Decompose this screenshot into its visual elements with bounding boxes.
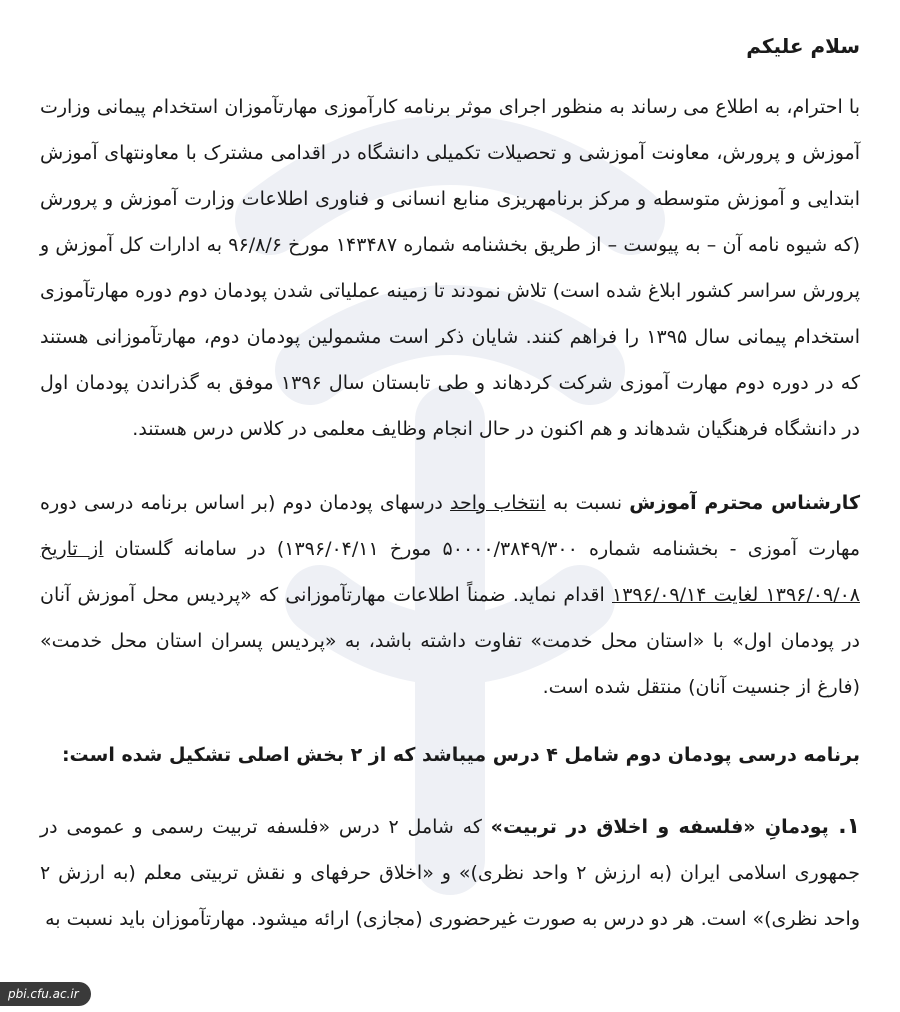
curriculum-heading: برنامه درسی پودمان دوم شامل ۴ درس میباشد که از ۲ بخش اصلی تشکیل شده است: xyxy=(61,744,860,766)
date-range: از تاریخ ۱۳۹۶/۰۹/۰۸ لغایت ۱۳۹۶/۰۹/۱۴ xyxy=(40,538,860,606)
course-selection-term: انتخاب واحد xyxy=(450,492,546,514)
paragraph-text: نسبت به xyxy=(545,492,630,514)
list-item-1 xyxy=(40,804,860,942)
site-badge: pbi.cfu.ac.ir xyxy=(0,982,91,1006)
list-number: ۱. xyxy=(838,814,860,839)
greeting: سلام علیکم xyxy=(746,34,860,58)
module-description: که شامل ۲ درس «فلسفه تربیت رسمی و عمومی در جمهوری اسلامی ایران (به ارزش ۲ واحد نظری)» و «اخلاق حرفهای و نقش تربیتی معلم (به ارزش ۲ واحد نظری)» است. هر دو درس به صورت غیرحضوری (مجازی) ارائه میشود. مهارتآموزان باید نسبت به xyxy=(40,816,861,930)
instruction-paragraph xyxy=(40,480,860,710)
addressee: کارشناس محترم آموزش xyxy=(629,492,860,514)
module-title: پودمانِ «فلسفه و اخلاق در تربیت» xyxy=(490,816,839,838)
paragraph-text: اقدام نماید. ضمناً اطلاعات مهارتآموزانی که «پردیس محل آموزش آنان در پودمان اول» با «استان محل خدمت» تفاوت داشته باشد، به «پردیس پسران استان محل خدمت» (فارغ از جنسیت آنان) منتقل شده است. xyxy=(40,584,860,698)
intro-paragraph: با احترام، به اطلاع می رساند به منظور اجرای موثر برنامه کارآموزی مهارتآموزان استخدام پیمانی وزارت آموزش و پرورش، معاونت آموزشی و تحصیلات تکمیلی دانشگاه در اقدامی مشترک با معاونتهای آموزش ابتدایی و آموزش متوسطه و مرکز برنامهریزی منابع انسانی و فناوری اطلاعات وزارت آموزش و پرورش (که شیوه نامه آن – به پیوست – از طریق بخشنامه شماره ۱۴۳۴۸۷ مورخ ۹۶/۸/۶ به ادارات کل آموزش و پرورش سراسر کشور ابلاغ شده است) تلاش نمودند تا زمینه عملیاتی شدن پودمان دوم دوره مهارتآموزی استخدام پیمانی سال ۱۳۹۵ را فراهم کنند. شایان ذکر است مشمولین پودمان دوم، مهارتآموزانی هستند که در دوره دوم مهارت آموزی شرکت کردهاند و طی تابستان سال ۱۳۹۶ موفق به گذراندن پودمان اول در دانشگاه فرهنگیان شدهاند و هم اکنون در حال انجام وظایف معلمی در کلاس درس هستند. xyxy=(40,96,860,440)
paragraph-text: درسهای پودمان دوم (بر اساس برنامه درسی دوره مهارت آموزی - بخشنامه شماره ۵۰۰۰۰/۳۸۴۹/۳۰۰ مورخ ۱۳۹۶/۰۴/۱۱) در سامانه گلستان xyxy=(40,492,860,560)
letter-body xyxy=(40,18,860,942)
